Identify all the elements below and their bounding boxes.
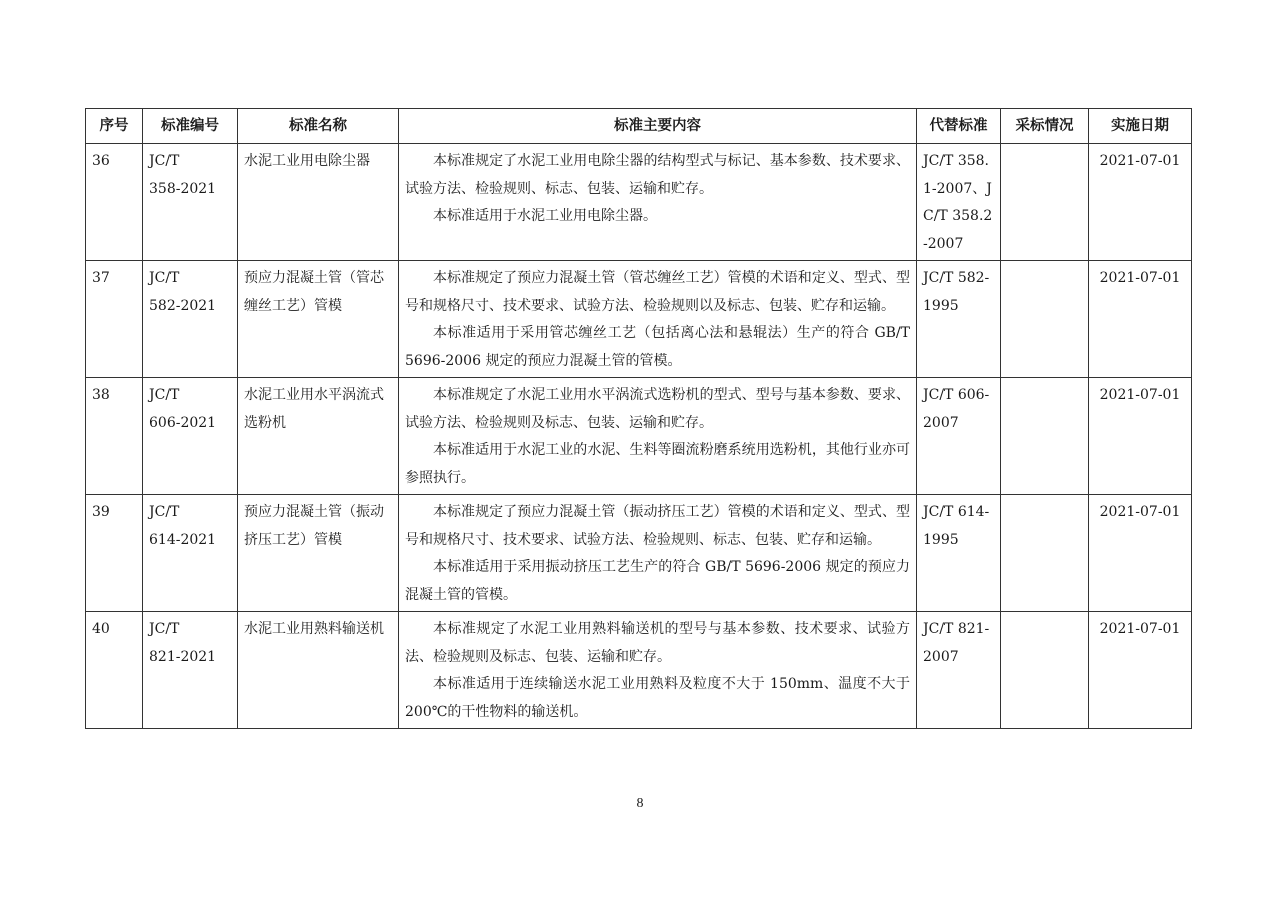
code-prefix: JC/T [149, 621, 180, 637]
table-row [86, 378, 1192, 495]
cell-content [399, 612, 917, 729]
content-scope: 本标准规定了预应力混凝土管（管芯缠丝工艺）管模的术语和定义、型式、型号和规格尺寸、技术要求、试验方法、检验规则以及标志、包装、贮存和运输。 [405, 270, 910, 314]
code-number: 614-2021 [149, 531, 217, 548]
code-number: 821-2021 [149, 648, 217, 665]
cell-code [143, 612, 238, 729]
cell-date: 2021-07-01 [1089, 612, 1192, 729]
cell-name: 预应力混凝土管（振动挤压工艺）管模 [238, 495, 399, 612]
cell-code [143, 378, 238, 495]
header-row [86, 109, 1192, 144]
cell-adopt [1001, 144, 1089, 261]
cell-replace: JC/T 614-1995 [917, 495, 1001, 612]
cell-code [143, 261, 238, 378]
code-number: 358-2021 [149, 180, 217, 197]
cell-no: 37 [86, 261, 143, 378]
cell-replace: JC/T 606-2007 [917, 378, 1001, 495]
content-scope: 本标准规定了水泥工业用电除尘器的结构型式与标记、基本参数、技术要求、试验方法、检验规则、标志、包装、运输和贮存。 [405, 153, 910, 197]
code-prefix: JC/T [149, 270, 180, 286]
cell-adopt [1001, 612, 1089, 729]
cell-name: 预应力混凝土管（管芯缠丝工艺）管模 [238, 261, 399, 378]
table-row [86, 261, 1192, 378]
cell-date: 2021-07-01 [1089, 495, 1192, 612]
table-body [86, 144, 1192, 729]
cell-replace: JC/T 358.1-2007、JC/T 358.2-2007 [917, 144, 1001, 261]
table-row [86, 144, 1192, 261]
standards-table [85, 108, 1192, 729]
page-number: 8 [636, 796, 644, 811]
cell-replace: JC/T 821-2007 [917, 612, 1001, 729]
cell-date: 2021-07-01 [1089, 378, 1192, 495]
content-applicability: 本标准适用于水泥工业用电除尘器。 [433, 208, 657, 224]
table-row [86, 612, 1192, 729]
header-replace: 代替标准 [917, 109, 1001, 144]
header-adopt: 采标情况 [1001, 109, 1089, 144]
cell-code [143, 495, 238, 612]
code-prefix: JC/T [149, 153, 180, 169]
cell-adopt [1001, 261, 1089, 378]
content-scope: 本标准规定了预应力混凝土管（振动挤压工艺）管模的术语和定义、型式、型号和规格尺寸、技术要求、试验方法、检验规则、标志、包装、贮存和运输。 [405, 504, 910, 548]
content-scope: 本标准规定了水泥工业用水平涡流式选粉机的型式、型号与基本参数、要求、试验方法、检验规则及标志、包装、运输和贮存。 [405, 387, 910, 431]
header-code: 标准编号 [143, 109, 238, 144]
content-applicability: 本标准适用于采用管芯缠丝工艺（包括离心法和悬辊法）生产的符合 GB/T 5696-2006 规定的预应力混凝土管的管模。 [405, 325, 910, 369]
cell-content [399, 495, 917, 612]
header-name: 标准名称 [238, 109, 399, 144]
cell-name: 水泥工业用熟料输送机 [238, 612, 399, 729]
table-header [86, 109, 1192, 144]
content-applicability: 本标准适用于采用振动挤压工艺生产的符合 GB/T 5696-2006 规定的预应力混凝土管的管模。 [405, 559, 910, 603]
cell-no: 36 [86, 144, 143, 261]
content-applicability: 本标准适用于连续输送水泥工业用熟料及粒度不大于 150mm、温度不大于 200℃的干性物料的输送机。 [405, 676, 910, 720]
cell-no: 38 [86, 378, 143, 495]
content-applicability: 本标准适用于水泥工业的水泥、生料等圈流粉磨系统用选粉机，其他行业亦可参照执行。 [405, 442, 910, 486]
cell-content [399, 144, 917, 261]
cell-no: 39 [86, 495, 143, 612]
header-no: 序号 [86, 109, 143, 144]
cell-code [143, 144, 238, 261]
cell-content [399, 378, 917, 495]
code-prefix: JC/T [149, 504, 180, 520]
code-number: 582-2021 [149, 297, 217, 314]
cell-date: 2021-07-01 [1089, 144, 1192, 261]
cell-name: 水泥工业用水平涡流式选粉机 [238, 378, 399, 495]
content-scope: 本标准规定了水泥工业用熟料输送机的型号与基本参数、技术要求、试验方法、检验规则及标志、包装、运输和贮存。 [405, 621, 910, 665]
cell-name: 水泥工业用电除尘器 [238, 144, 399, 261]
code-number: 606-2021 [149, 414, 217, 431]
cell-no: 40 [86, 612, 143, 729]
cell-date: 2021-07-01 [1089, 261, 1192, 378]
header-date: 实施日期 [1089, 109, 1192, 144]
table-row [86, 495, 1192, 612]
code-prefix: JC/T [149, 387, 180, 403]
cell-replace: JC/T 582-1995 [917, 261, 1001, 378]
cell-adopt [1001, 378, 1089, 495]
header-content: 标准主要内容 [399, 109, 917, 144]
cell-content [399, 261, 917, 378]
cell-adopt [1001, 495, 1089, 612]
